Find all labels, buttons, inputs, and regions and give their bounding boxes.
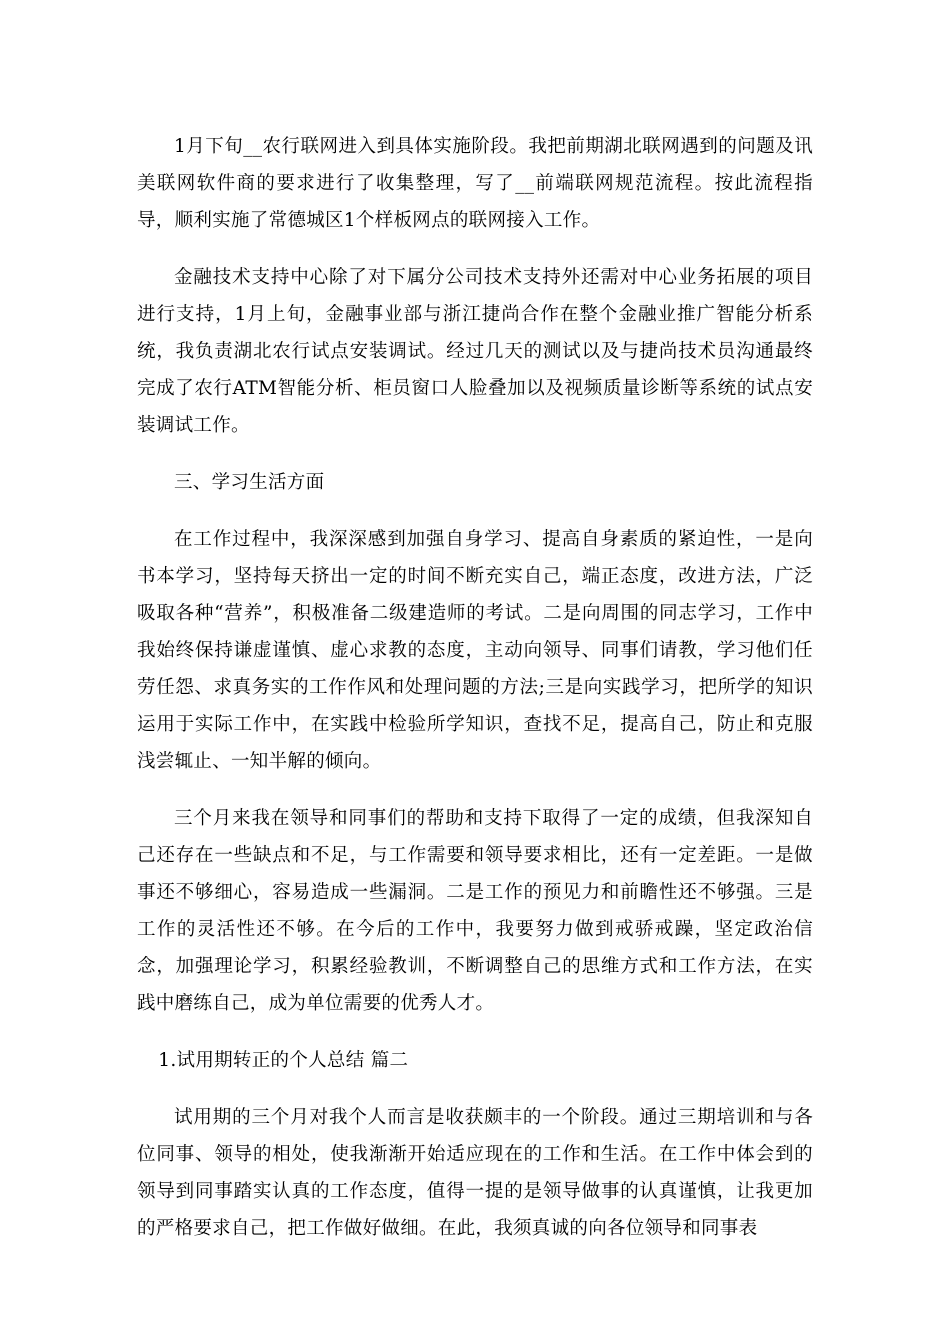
paragraph-probation-summary: 试用期的三个月对我个人而言是收获颇丰的一个阶段。通过三期培训和与各位同事、领导的相处，使我渐渐开始适应现在的工作和生活。在工作中体会到的领导到同事踏实认真的工作态度，值得一提的是领导做事的认真谨慎，让我更加的严格要求自己，把工作做好做细。在此，我须真诚的向各位领导和同事表 <box>137 1107 813 1239</box>
paragraph-rural-bank-networking: 1月下旬__农行联网进入到具体实施阶段。我把前期湖北联网遇到的问题及讯美联网软件商的要求进行了收集整理，写了__前端联网规范流程。按此流程指导，顺利实施了常德城区1个样板网点的联网接入工作。 <box>137 136 813 231</box>
sub-heading-part-two: 1.试用期转正的个人总结 篇二 <box>158 1050 409 1071</box>
paragraph-shortcomings: 三个月来我在领导和同事们的帮助和支持下取得了一定的成绩，但我深知自己还存在一些缺点和不足，与工作需要和领导要求相比，还有一定差距。一是做事还不够细心，容易造成一些漏洞。二是工作的预见力和前瞻性还不够强。三是工作的灵活性还不够。在今后的工作中，我要努力做到戒骄戒躁，坚定政治信念，加强理论学习，积累经验教训，不断调整自己的思维方式和工作方法，在实践中磨练自己，成为单位需要的优秀人才。 <box>137 808 813 1014</box>
paragraph-work-learning: 在工作过程中，我深深感到加强自身学习、提高自身素质的紧迫性，一是向书本学习，坚持每天挤出一定的时间不断充实自己，端正态度，改进方法，广泛吸取各种“营养”，积极准备二级建造师的考试。二是向周围的同志学习，工作中我始终保持谦虚谨慎、虚心求教的态度，主动向领导、同事们请教，学习他们任劳任怨、求真务实的工作作风和处理问题的方法;三是向实践学习，把所学的知识运用于实际工作中，在实践中检验所学知识，查找不足，提高自己，防止和克服浅尝辄止、一知半解的倾向。 <box>137 529 813 772</box>
paragraph-financial-tech-support: 金融技术支持中心除了对下属分公司技术支持外还需对中心业务拓展的项目进行支持，1月上旬，金融事业部与浙江捷尚合作在整个金融业推广智能分析系统，我负责湖北农行试点安装调试。经过几天的测试以及与捷尚技术员沟通最终完成了农行ATM智能分析、柜员窗口人脸叠加以及视频质量诊断等系统的试点安装调试工作。 <box>137 267 813 436</box>
section-heading-study-life: 三、学习生活方面 <box>174 472 325 493</box>
document-page <box>137 128 813 1267</box>
